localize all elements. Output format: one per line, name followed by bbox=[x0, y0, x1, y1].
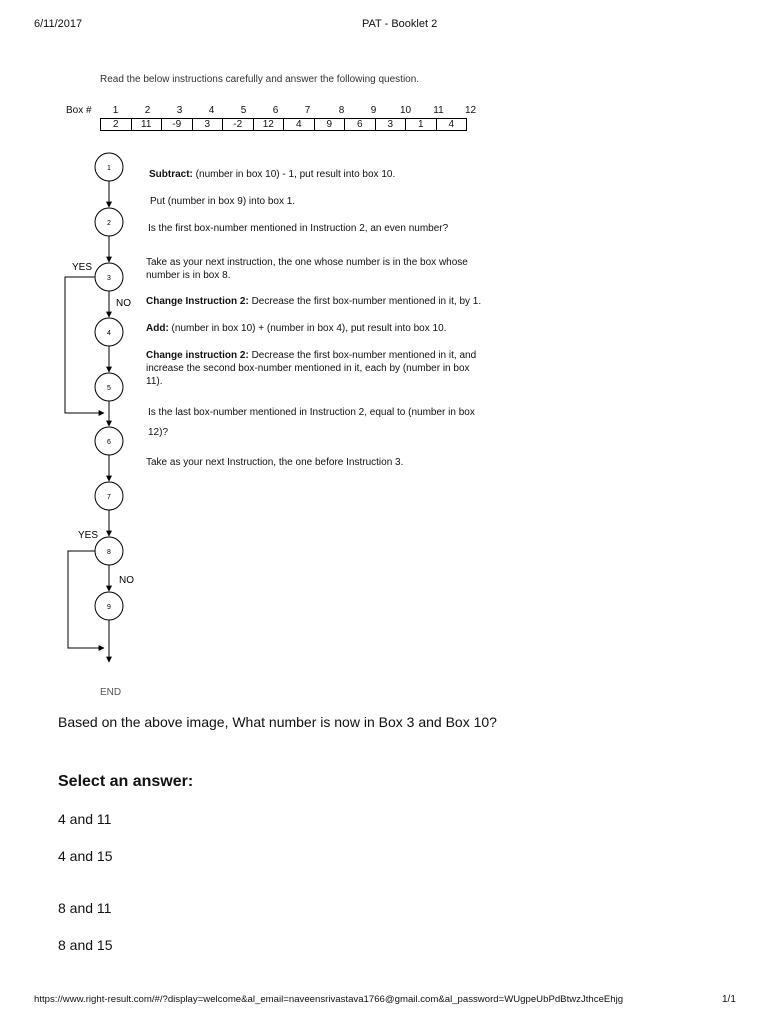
page-title: PAT - Booklet 2 bbox=[362, 18, 438, 30]
instruction-5: Change Instruction 2: Decrease the first box-number mentioned in it, by 1. bbox=[146, 296, 482, 307]
end-label: END bbox=[100, 687, 122, 698]
box-value: 12 bbox=[253, 119, 284, 131]
instruction-9: Take as your next Instruction, the one before Instruction 3. bbox=[146, 457, 404, 468]
answer-option[interactable]: 4 and 11 bbox=[58, 811, 112, 827]
box-index: 3 bbox=[176, 105, 183, 116]
instruction-1: Subtract: (number in box 10) - 1, put result into box 10. bbox=[149, 169, 396, 180]
instruction-4: Take as your next instruction, the one whose number is in the box whose number is in box 8. bbox=[146, 257, 468, 281]
box-index: 9 bbox=[370, 105, 377, 116]
flow-node-number: 7 bbox=[107, 494, 111, 501]
box-value: 4 bbox=[284, 119, 315, 131]
box-index: 10 bbox=[399, 105, 412, 116]
box-index: 4 bbox=[208, 105, 215, 116]
box-index: 12 bbox=[464, 105, 477, 116]
flow-node-number: 8 bbox=[107, 549, 111, 556]
flow-node-number: 5 bbox=[107, 385, 111, 392]
flow-node-number: 3 bbox=[107, 275, 111, 282]
box-value: 2 bbox=[101, 119, 132, 131]
box-index: 1 bbox=[112, 105, 119, 116]
question-text: Based on the above image, What number is now in Box 3 and Box 10? bbox=[58, 714, 497, 730]
footer-url: https://www.right-result.com/#/?display=welcome&al_email=naveensrivastava1766@gmail.com&al_password=WUgpeUbPdBtwzJthceEhjg bbox=[34, 994, 624, 1005]
box-index: 8 bbox=[338, 105, 345, 116]
flow-node-number: 4 bbox=[107, 330, 111, 337]
instruction-6: Add: (number in box 10) + (number in box 4), put result into box 10. bbox=[146, 323, 447, 334]
box-value: 1 bbox=[406, 119, 437, 131]
instruction-3: Is the first box-number mentioned in Instruction 2, an even number? bbox=[148, 223, 449, 234]
box-value: 9 bbox=[314, 119, 345, 131]
box-number-label: Box # bbox=[66, 105, 92, 116]
no-label: NO bbox=[116, 298, 131, 309]
answer-option[interactable]: 8 and 11 bbox=[58, 900, 112, 916]
box-value: -9 bbox=[162, 119, 193, 131]
box-value: 11 bbox=[131, 119, 162, 131]
box-value: 3 bbox=[192, 119, 223, 131]
box-values-table bbox=[100, 118, 467, 131]
select-answer-heading: Select an answer: bbox=[58, 773, 194, 790]
print-date: 6/11/2017 bbox=[34, 18, 83, 30]
no-label: NO bbox=[119, 575, 134, 586]
box-value: -2 bbox=[223, 119, 254, 131]
box-index: 5 bbox=[240, 105, 247, 116]
instruction-8: Is the last box-number mentioned in Instruction 2, equal to (number in box 12)? bbox=[148, 407, 475, 438]
instruction-2: Put (number in box 9) into box 1. bbox=[150, 196, 296, 207]
answer-option[interactable]: 4 and 15 bbox=[58, 848, 113, 864]
box-index: 2 bbox=[144, 105, 151, 116]
yes-label: YES bbox=[78, 530, 99, 541]
flow-node-number: 1 bbox=[107, 165, 111, 172]
box-value: 3 bbox=[375, 119, 406, 131]
flow-node-number: 6 bbox=[107, 439, 111, 446]
intro-text: Read the below instructions carefully and answer the following question. bbox=[100, 74, 420, 85]
flow-node-number: 9 bbox=[107, 604, 111, 611]
page-number: 1/1 bbox=[722, 994, 736, 1005]
answer-option[interactable]: 8 and 15 bbox=[58, 937, 113, 953]
box-index: 6 bbox=[272, 105, 279, 116]
box-value: 4 bbox=[436, 119, 467, 131]
instruction-7: Change instruction 2: Decrease the first box-number mentioned in it, and increase the second box-number mentioned in it, each by (number in box 11). bbox=[146, 350, 477, 387]
box-index: 7 bbox=[304, 105, 311, 116]
box-index: 11 bbox=[433, 105, 444, 116]
box-value: 6 bbox=[345, 119, 376, 131]
flow-node-number: 2 bbox=[107, 220, 111, 227]
yes-label: YES bbox=[72, 262, 93, 273]
